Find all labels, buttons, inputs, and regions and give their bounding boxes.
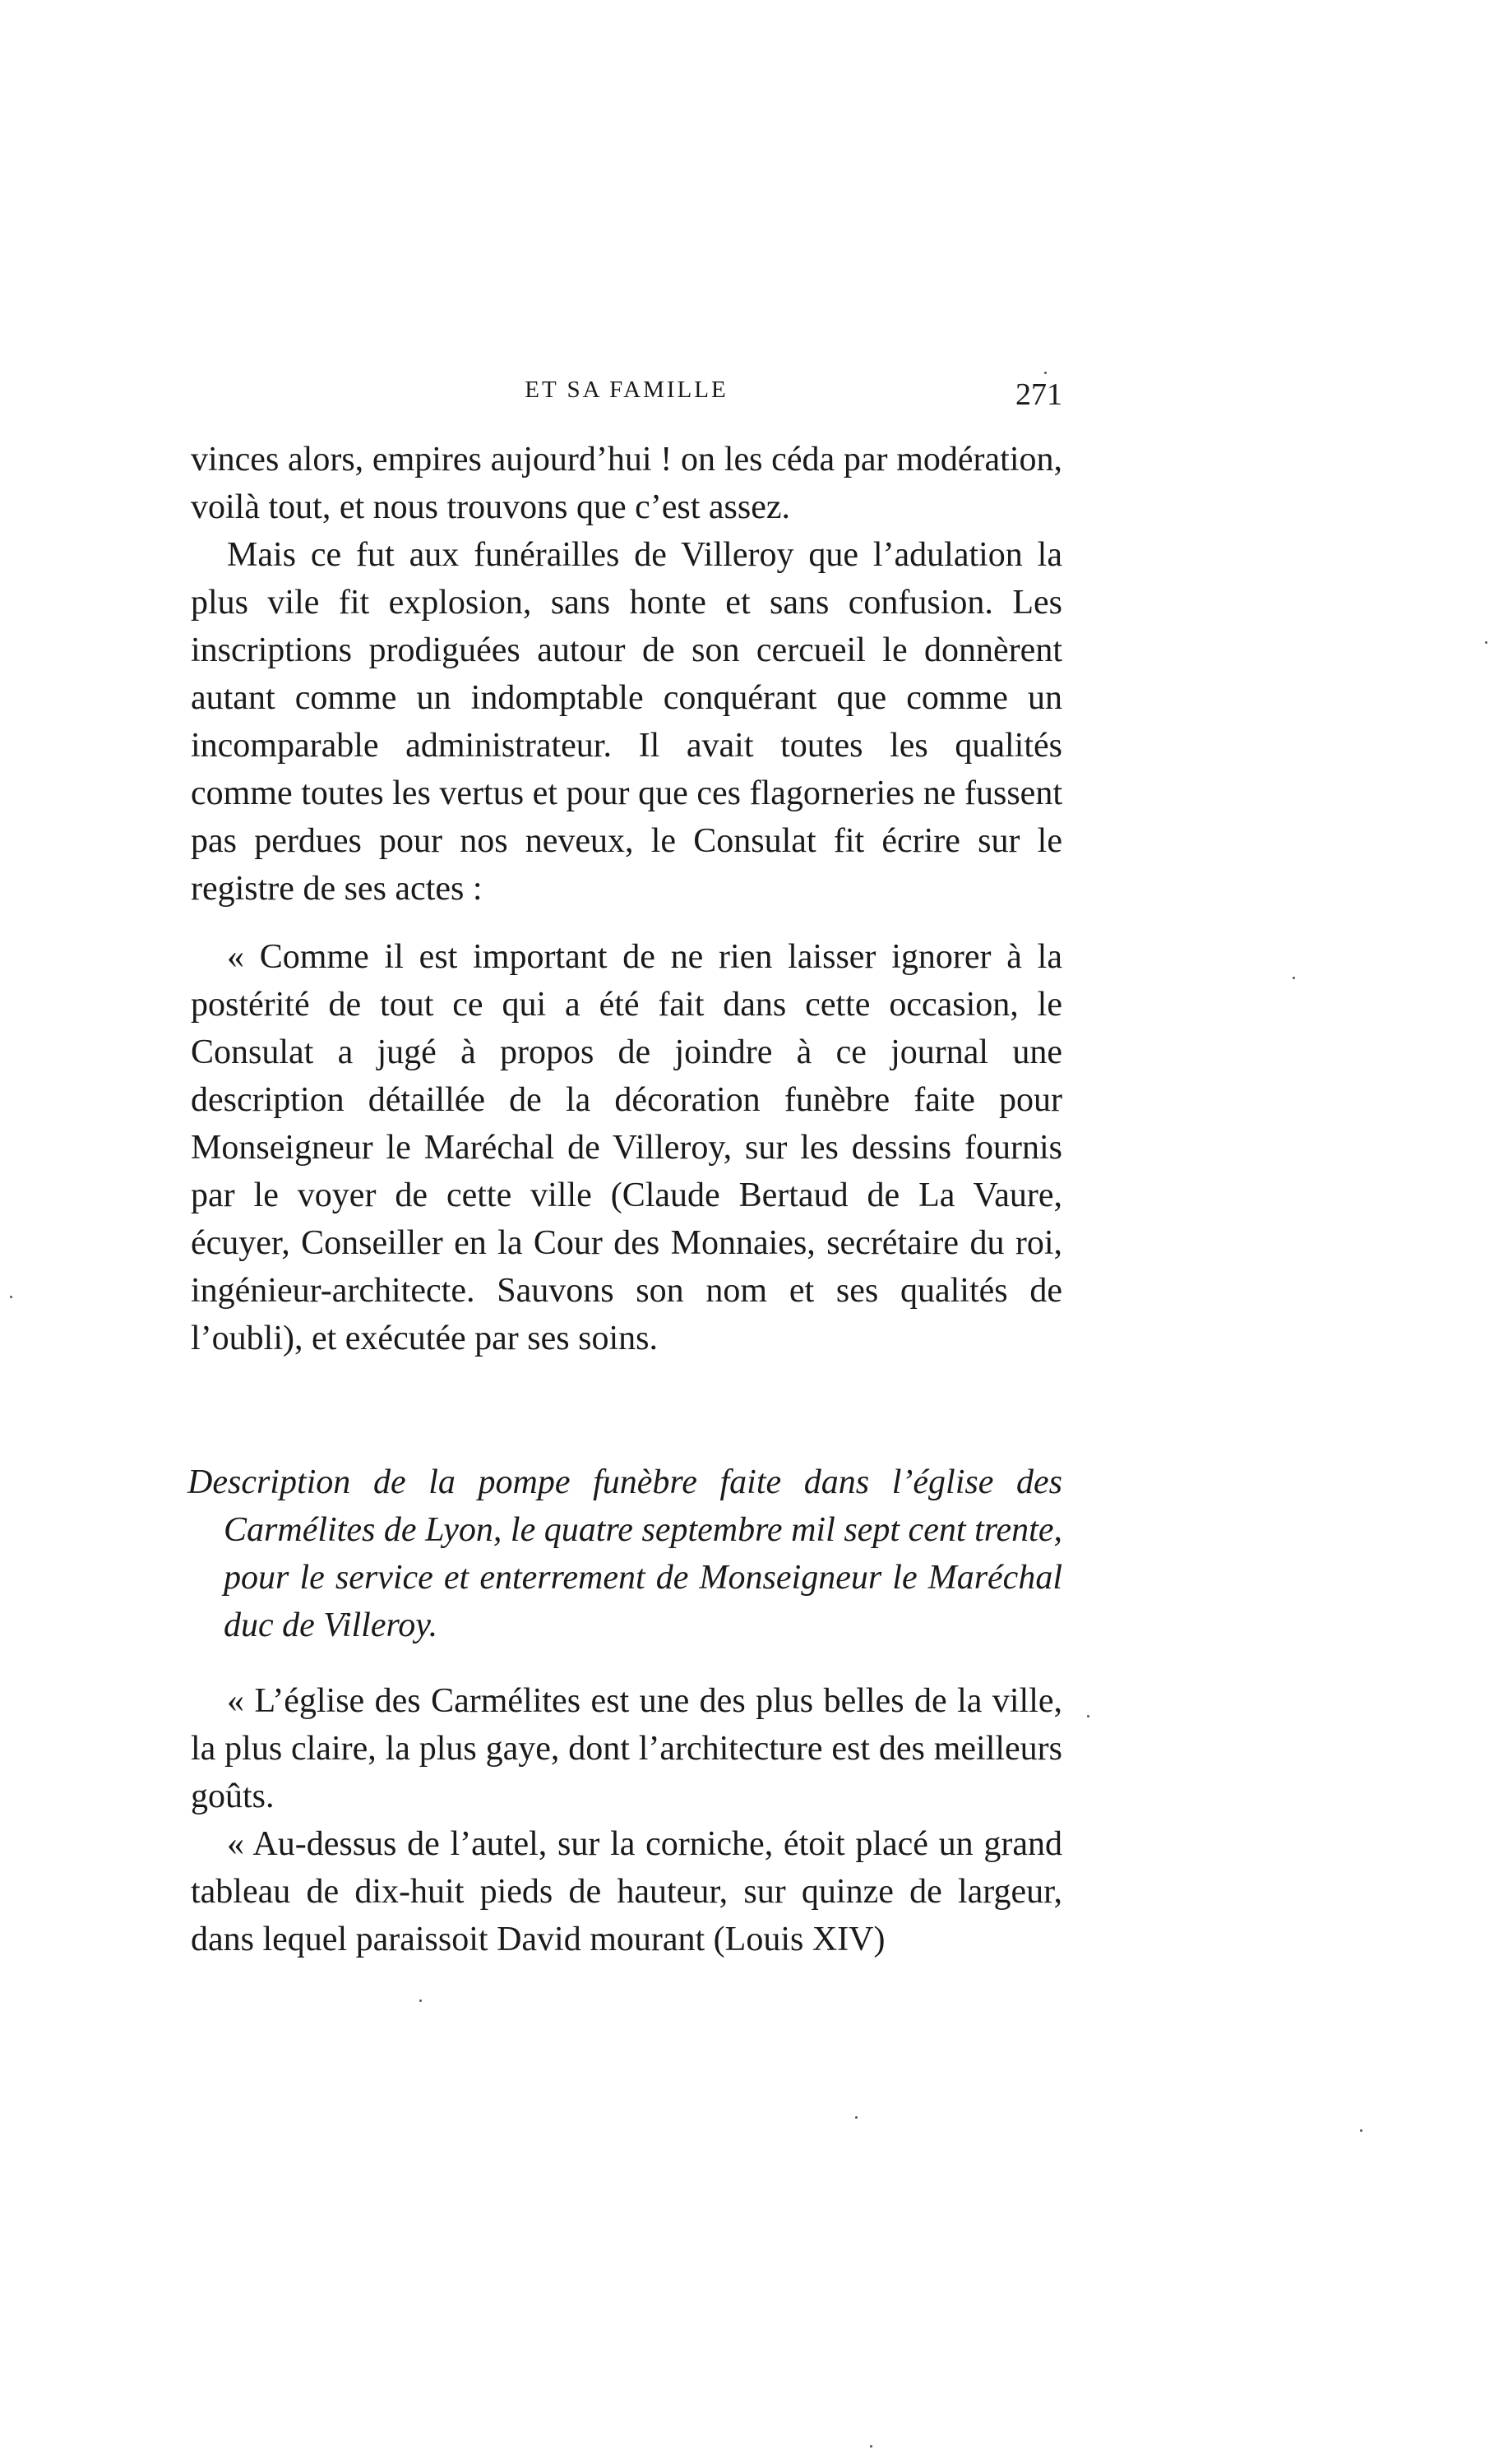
paper-speck xyxy=(10,1296,12,1298)
paper-speck xyxy=(1293,977,1295,979)
body-text-top xyxy=(191,436,1062,913)
paragraph-funerailles: Mais ce fut aux funérailles de Villeroy que l’adulation la plus vile fit explosion, sans honte et sans confusion. Les inscriptions prodiguées autour de son cercueil le donnèrent autant comme un indomptable conquérant que comme un incomparable administrateur. Il avait toutes les qualités comme toutes les vertus et pour que ces flagorneries ne fussent pas perdues pour nos neveux, le Consulat fit écrire sur le registre de ses actes : xyxy=(191,536,1062,908)
paper-speck xyxy=(1360,2129,1362,2132)
paragraph-consulat-quote: « Comme il est important de ne rien laisser ignorer à la postérité de tout ce qui a été fait dans cette occasion, le Consulat a jugé à propos de joindre à ce journal une description détaillée de la décoration funèbre faite pour Monseigneur le Maréchal de Villeroy, sur les dessins fournis par le voyer de cette ville (Claude Bertaud de La Vaure, écuyer, Conseiller en la Cour des Monnaies, secrétaire du roi, ingénieur-architecte. Sauvons son nom et ses qualités de l’oubli), et exécutée par ses soins. xyxy=(191,938,1062,1357)
running-title: ET SA FAMILLE xyxy=(525,377,728,403)
paper-speck xyxy=(1485,641,1487,644)
body-text-bottom xyxy=(191,1677,1062,1963)
paragraph-autel: « Au-dessus de l’autel, sur la corniche, étoit placé un grand tableau de dix-huit pieds de hauteur, sur quinze de largeur, dans lequel paraissoit David mourant (Louis XIV) xyxy=(191,1825,1062,1958)
paper-speck xyxy=(1044,372,1047,374)
description-heading-text: Description de la pompe funèbre faite dans l’église des Carmélites de Lyon, le quatre septembre mil sept cent trente, pour le service et enterrement de Monseigneur le Maréchal duc de Villeroy. xyxy=(187,1463,1062,1644)
paper-speck xyxy=(870,2445,872,2448)
paper-speck xyxy=(1087,1715,1089,1717)
quoted-register-entry xyxy=(191,933,1062,1362)
paper-speck xyxy=(419,1999,422,2002)
paper-speck xyxy=(855,2116,858,2119)
page-number: 271 xyxy=(1015,377,1062,412)
description-heading xyxy=(187,1459,1062,1649)
paragraph-eglise: « L’église des Carmélites est une des plus belles de la ville, la plus claire, la plus gaye, dont l’architecture est des meilleurs goûts. xyxy=(191,1682,1062,1815)
paragraph-continuation: vinces alors, empires aujourd’hui ! on les céda par modération, voilà tout, et nous trouvons que c’est assez. xyxy=(191,441,1062,526)
page-header xyxy=(191,377,1062,418)
